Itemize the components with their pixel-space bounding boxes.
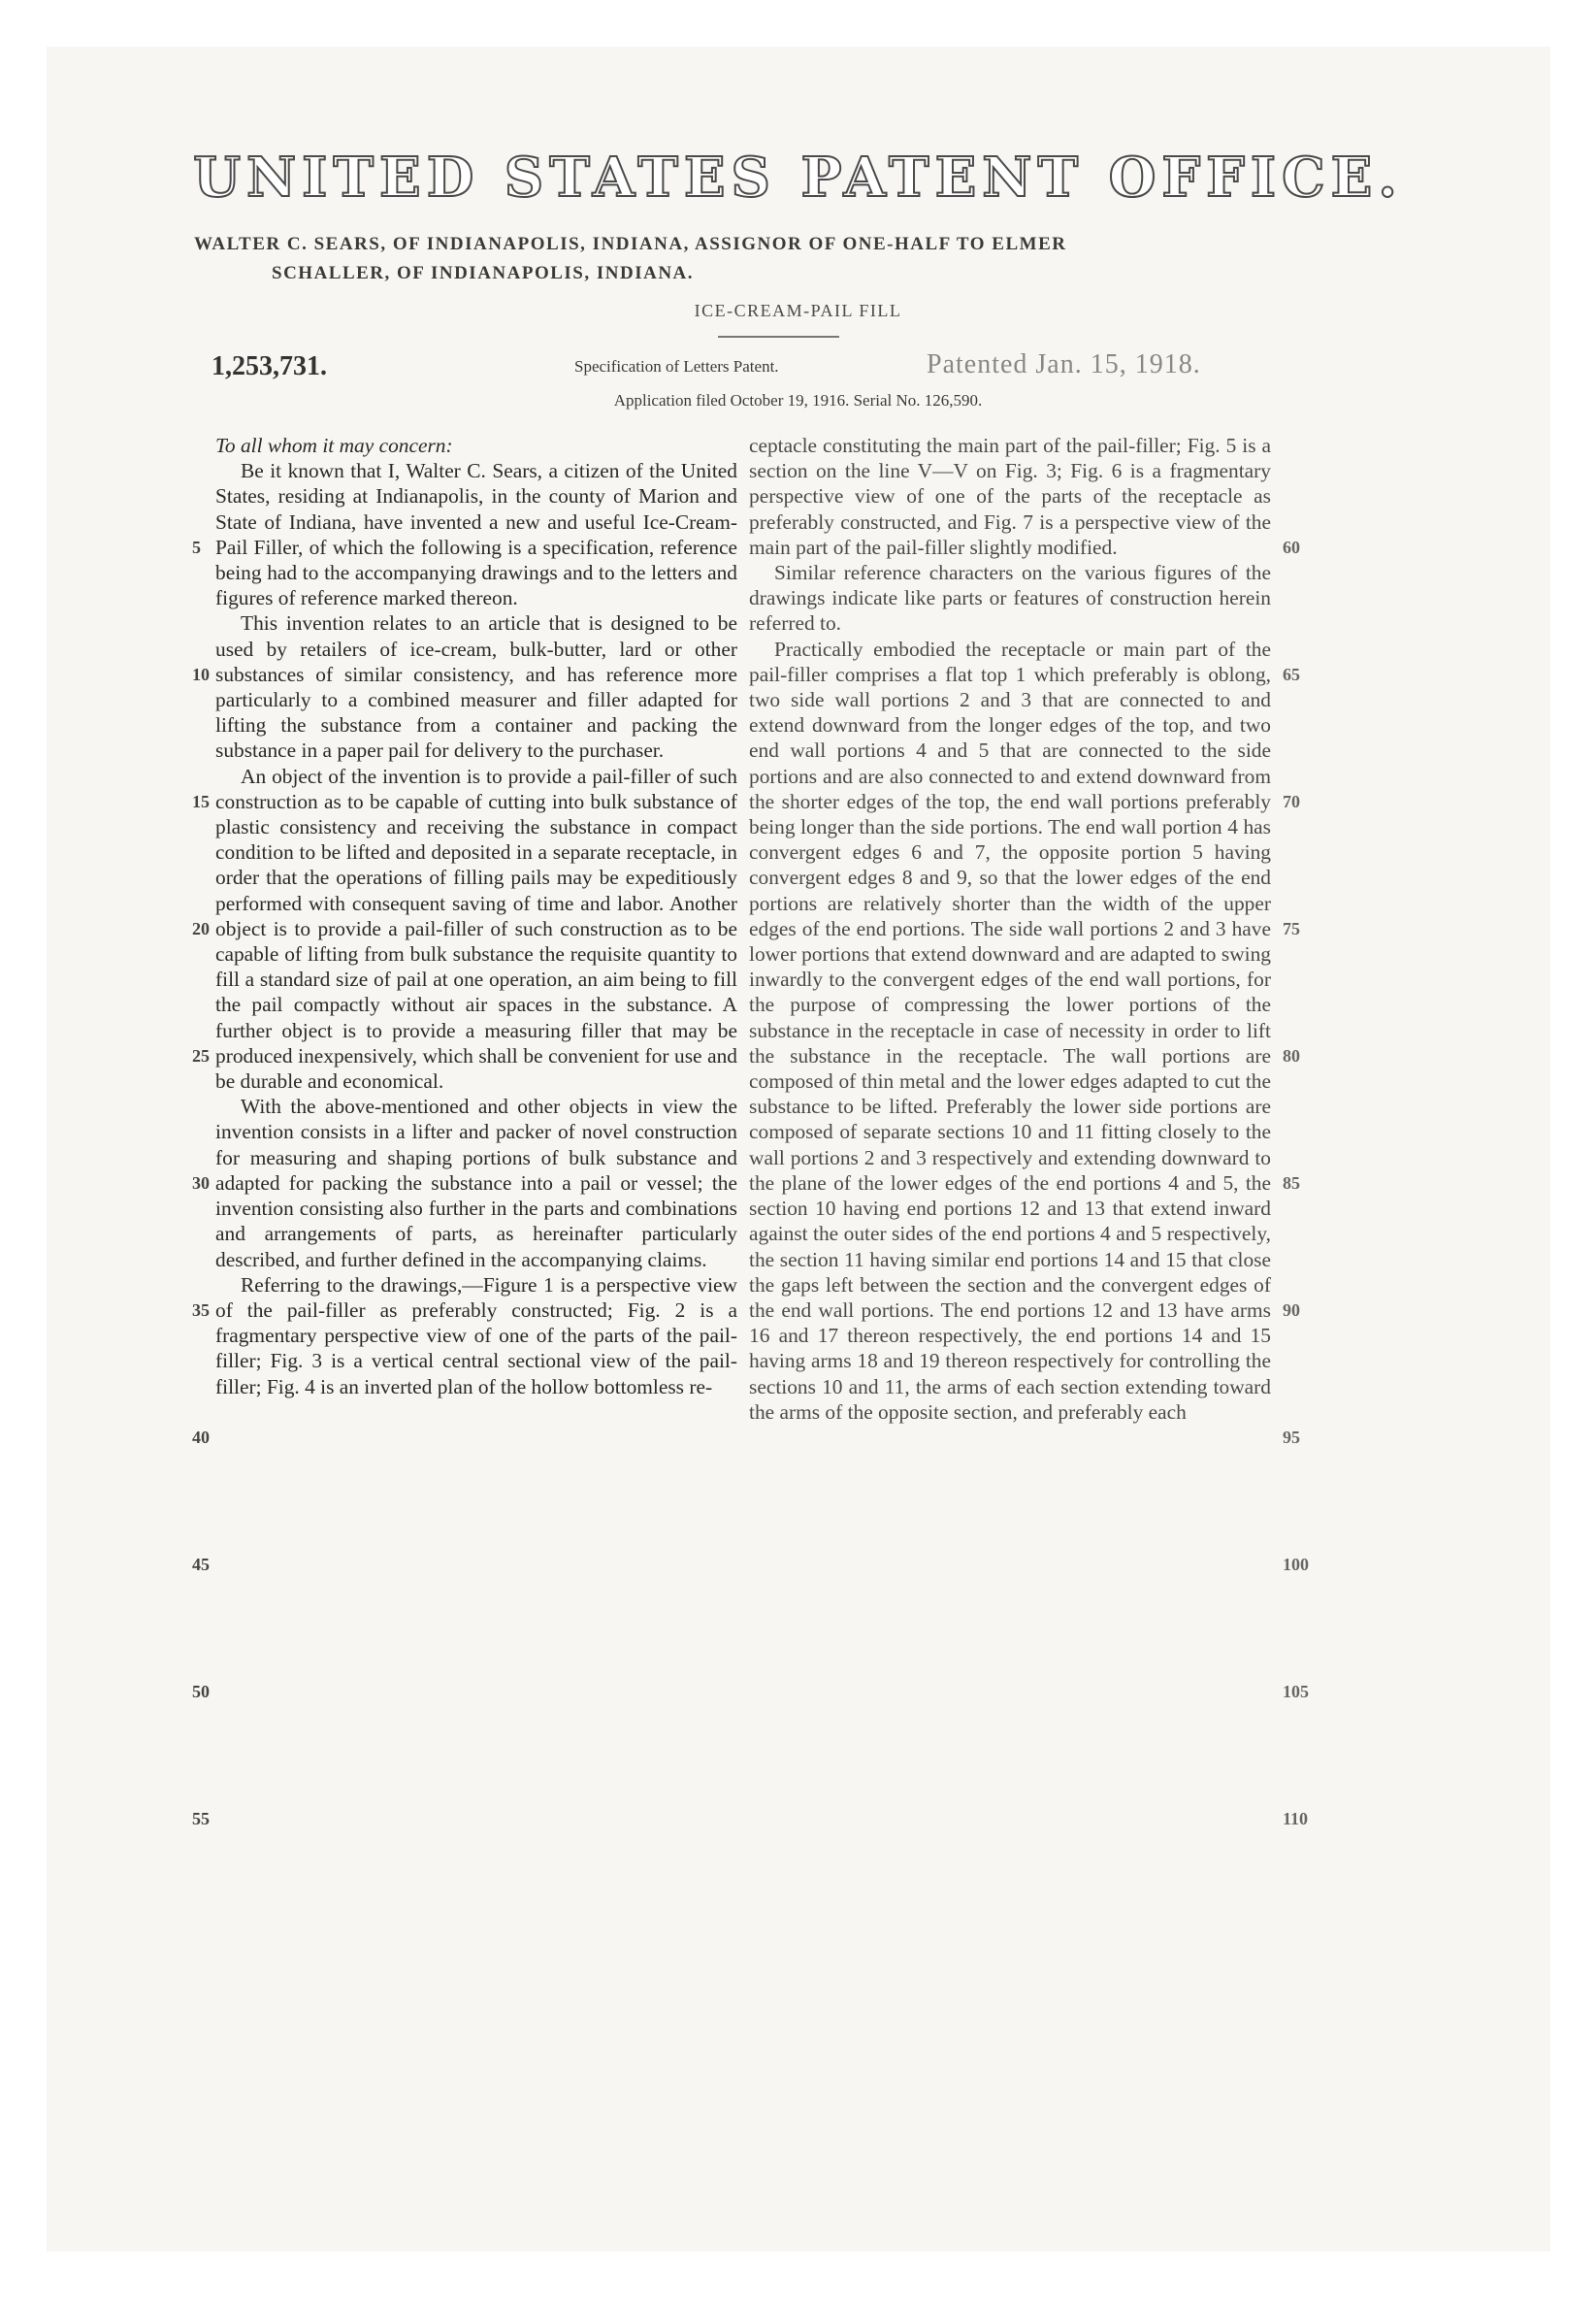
right-column [749, 433, 1271, 1425]
line-number-right: 70 [1283, 791, 1300, 811]
inventor-line-2: SCHALLER, OF INDIANAPOLIS, INDIANA. [272, 263, 695, 283]
office-heading: UNITED STATES PATENT OFFICE. [193, 146, 1403, 210]
right-paragraph-2: Similar reference characters on the various figures of the drawings indicate like parts or features of construction herein referred to. [749, 561, 1271, 636]
line-number-right: 75 [1283, 918, 1300, 938]
right-paragraph-3: Practically embodied the receptacle or main part of the pail-filler comprises a flat top 1 which preferably is oblong, two side wall portions 2 and 3 that are connected to and extend downward from the longer edges of the top, and two end wall portions 4 and 5 that are connected to the side portions and are also connected to and extend downward from the shorter edges of the top, the end wall portions preferably being longer than the side portions. The end wall portion 4 has convergent edges 6 and 7, the opposite portion 5 having convergent edges 8 and 9, so that the lower edges of the end portions are relatively shorter than the width of the upper edges of the end portions. The side wall portions 2 and 3 have lower portions that extend downward and are adapted to swing inwardly to the convergent edges of the end wall portions, for the purpose of compressing the lower portions of the substance in the receptacle in case of necessity in order to lift the substance in the receptacle. The wall portions are composed of thin metal and the lower edges adapted to cut the substance to be lifted. Preferably the lower side portions are composed of separate sections 10 and 11 fitting closely to the wall portions 2 and 3 respectively and extending downward to the plane of the lower edges of the end portions 4 and 5, the section 10 having end portions 12 and 13 that extend inward against the outer sides of the end portions 4 and 5 respectively, the section 11 having similar end portions 14 and 15 that close the gaps left between the section and the convergent edges of the end wall portions. The end portions 12 and 13 have arms 16 and 17 thereon respectively, the end portions 14 and 15 having arms 18 and 19 thereon respectively for controlling the sections 10 and 11, the arms of each section extending toward the arms of the opposite section, and preferably each [749, 637, 1271, 1424]
line-number-right: 65 [1283, 664, 1300, 684]
line-number-left: 35 [192, 1299, 210, 1320]
line-number-left: 15 [192, 791, 210, 811]
line-number-right: 110 [1283, 1808, 1309, 1828]
title-rule [718, 336, 839, 338]
line-number-left: 55 [192, 1808, 210, 1828]
salutation: To all whom it may concern: [215, 434, 453, 457]
inventor-line-1: WALTER C. SEARS, OF INDIANAPOLIS, INDIANA, ASSIGNOR OF ONE-HALF TO ELMER [194, 234, 1067, 254]
line-number-right: 80 [1283, 1045, 1300, 1066]
application-line: Application filed October 19, 1916. Serial No. 126,590. [613, 391, 983, 410]
patent-number: 1,253,731. [212, 351, 327, 381]
inventor-line [194, 230, 1319, 288]
line-number-left: 10 [192, 664, 210, 684]
line-number-left: 20 [192, 918, 210, 938]
left-paragraph-2: This invention relates to an article that is designed to be used by retailers of ice-cream, bulk-butter, lard or other substances of similar consistency, and has reference more particularly to a combined measurer and filler adapted for lifting the substance from a container and packing the substance in a paper pail for delivery to the purchaser. [215, 611, 737, 763]
line-number-right: 85 [1283, 1172, 1300, 1193]
line-number-left: 30 [192, 1172, 210, 1193]
line-number-left: 5 [192, 537, 201, 557]
left-paragraph-1: Be it known that I, Walter C. Sears, a citizen of the United States, residing at Indianapolis, in the county of Marion and State of Indiana, have invented a new and useful Ice-Cream-Pail Filler, of which the following is a specification, reference being had to the accompanying drawings and to the letters and figures of reference marked thereon. [215, 459, 737, 610]
line-number-left: 45 [192, 1554, 210, 1574]
invention-title: ICE-CREAM-PAIL FILL [694, 301, 902, 320]
line-number-left: 50 [192, 1681, 210, 1701]
specification-label: Specification of Letters Patent. [574, 357, 779, 376]
line-number-left: 25 [192, 1045, 210, 1066]
line-number-left: 40 [192, 1427, 210, 1447]
line-number-right: 95 [1283, 1427, 1300, 1447]
patented-date: Patented Jan. 15, 1918. [927, 349, 1201, 379]
left-paragraph-4: With the above-mentioned and other objects in view the invention consists in a lifter and packer of novel construction for measuring and shaping portions of bulk substance and adapted for packing the substance into a pail or vessel; the invention consisting also further in the parts and combinations and arrangements of parts, as hereinafter particularly described, and further defined in the accompanying claims. [215, 1095, 737, 1271]
line-number-right: 100 [1283, 1554, 1309, 1574]
line-number-right: 105 [1283, 1681, 1309, 1701]
left-paragraph-3: An object of the invention is to provide a pail-filler of such construction as to be capable of cutting into bulk substance of plastic consistency and receiving the substance in compact condition to be lifted and deposited in a separate receptacle, in order that the operations of filling pails may be expeditiously performed with consequent saving of time and labor. Another object is to provide a pail-filler of such construction as to be capable of lifting from bulk substance the requisite quantity to fill a standard size of pail at one operation, an aim being to fill the pail compactly without air spaces in the substance. A further object is to provide a measuring filler that may be produced inexpensively, which shall be convenient for use and be durable and economical. [215, 764, 737, 1094]
left-paragraph-5: Referring to the drawings,—Figure 1 is a perspective view of the pail-filler as preferably constructed; Fig. 2 is a fragmentary perspective view of one of the parts of the pail-filler; Fig. 3 is a vertical central sectional view of the pail-filler; Fig. 4 is an inverted plan of the hollow bottomless re- [215, 1272, 737, 1398]
left-column [215, 433, 737, 1399]
right-paragraph-1: ceptacle constituting the main part of the pail-filler; Fig. 5 is a section on the line V—V on Fig. 3; Fig. 6 is a fragmentary perspective view of one of the parts of the receptacle as preferably constructed, and Fig. 7 is a perspective view of the main part of the pail-filler slightly modified. [749, 434, 1271, 559]
line-number-right: 90 [1283, 1299, 1300, 1320]
line-number-right: 60 [1283, 537, 1300, 557]
